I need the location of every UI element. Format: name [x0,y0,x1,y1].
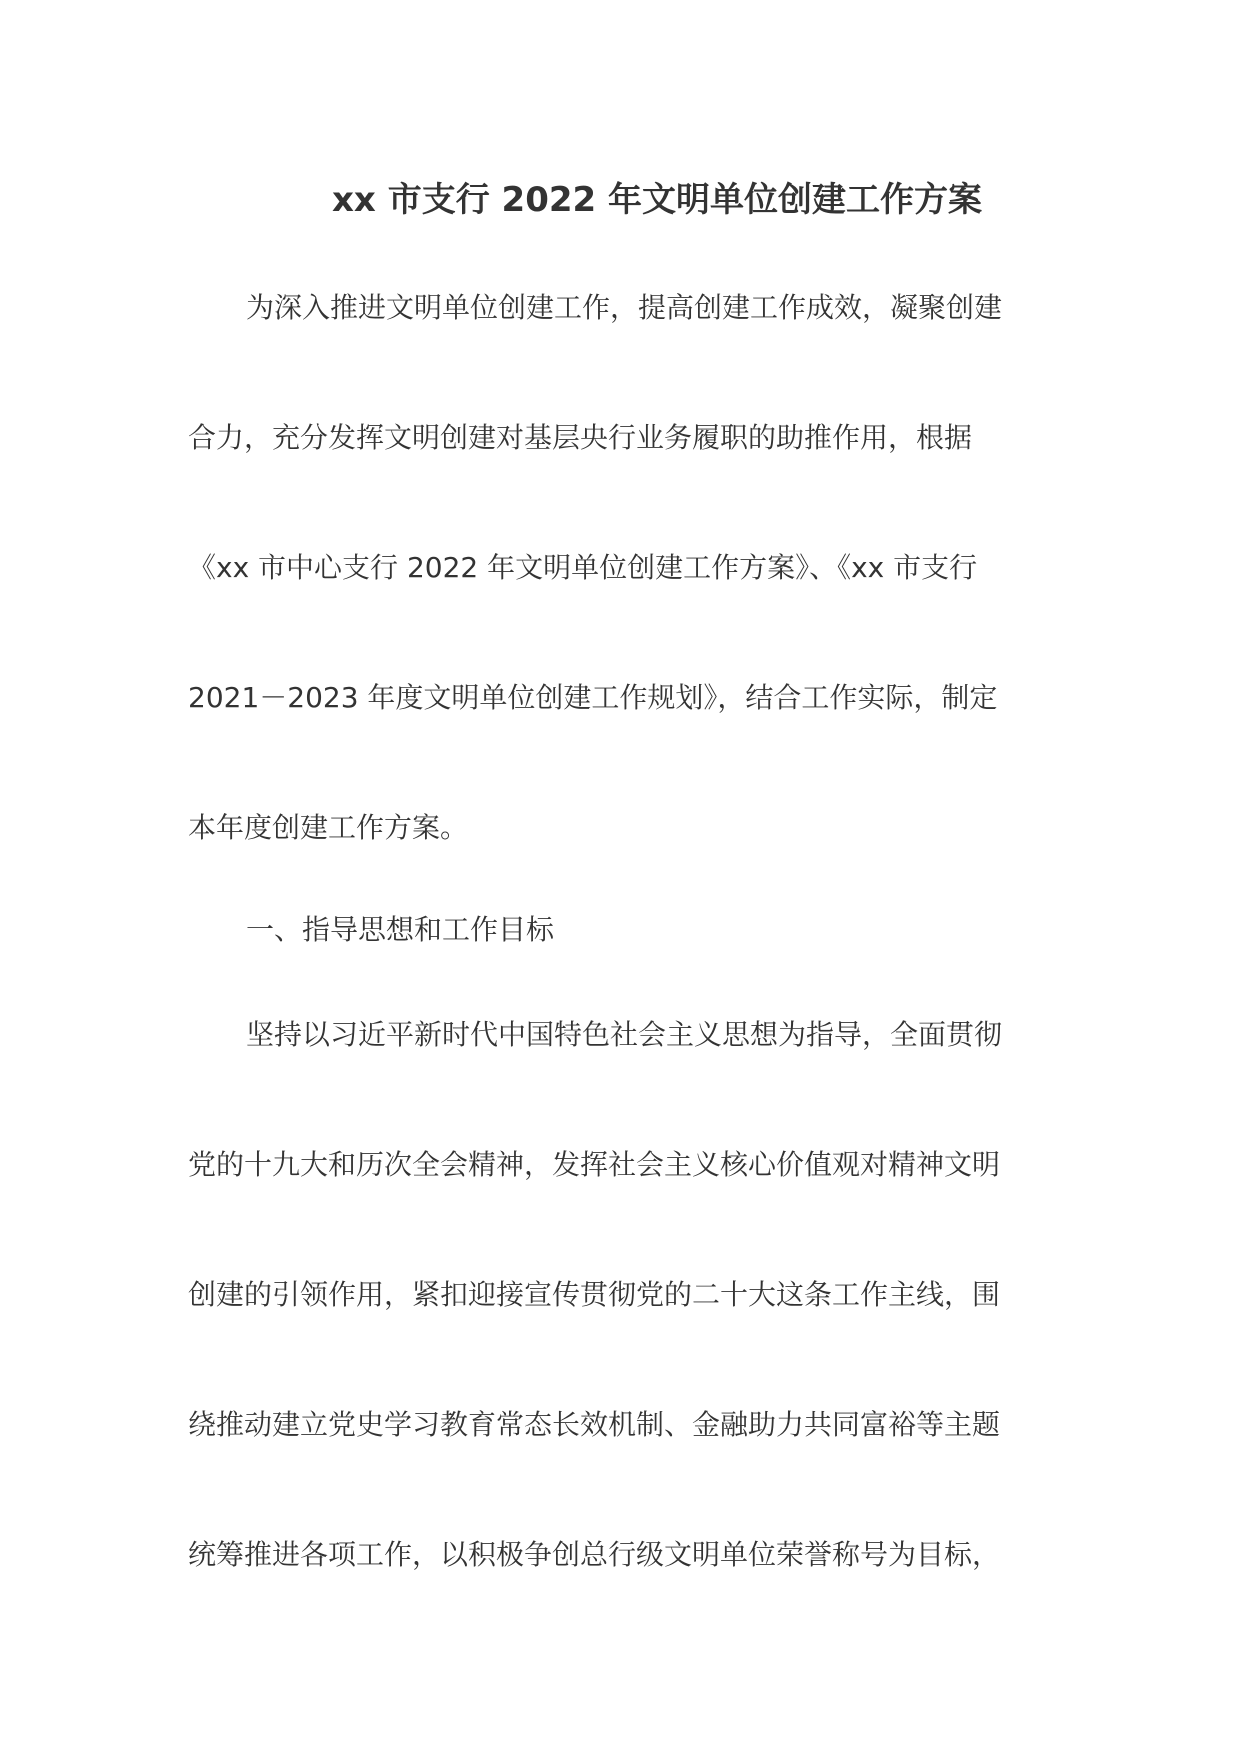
paragraph-line: 创建的引领作用，紧扣迎接宣传贯彻党的二十大这条工作主线，围 [188,1278,1001,1311]
paragraph-line: 党的十九大和历次全会精神，发挥社会主义核心价值观对精神文明 [188,1148,1001,1181]
section-heading: 一、指导思想和工作目标 [246,913,555,946]
paragraph-line: 合力，充分发挥文明创建对基层央行业务履职的助推作用，根据 [188,421,973,454]
paragraph-line: 本年度创建工作方案。 [188,811,469,844]
paragraph-line: 绕推动建立党史学习教育常态长效机制、金融助力共同富裕等主题 [188,1408,1001,1441]
document-title: xx 市支行 2022 年文明单位创建工作方案 [332,180,982,220]
paragraph-line: 为深入推进文明单位创建工作，提高创建工作成效，凝聚创建 [246,291,1003,324]
paragraph-line: 坚持以习近平新时代中国特色社会主义思想为指导，全面贯彻 [246,1018,1003,1051]
paragraph-line: 统筹推进各项工作，以积极争创总行级文明单位荣誉称号为目标， [188,1538,1001,1571]
paragraph-line: 《xx 市中心支行 2022 年文明单位创建工作方案》、《xx 市支行 [188,551,978,584]
paragraph-line: 2021－2023 年度文明单位创建工作规划》，结合工作实际，制定 [188,681,998,714]
